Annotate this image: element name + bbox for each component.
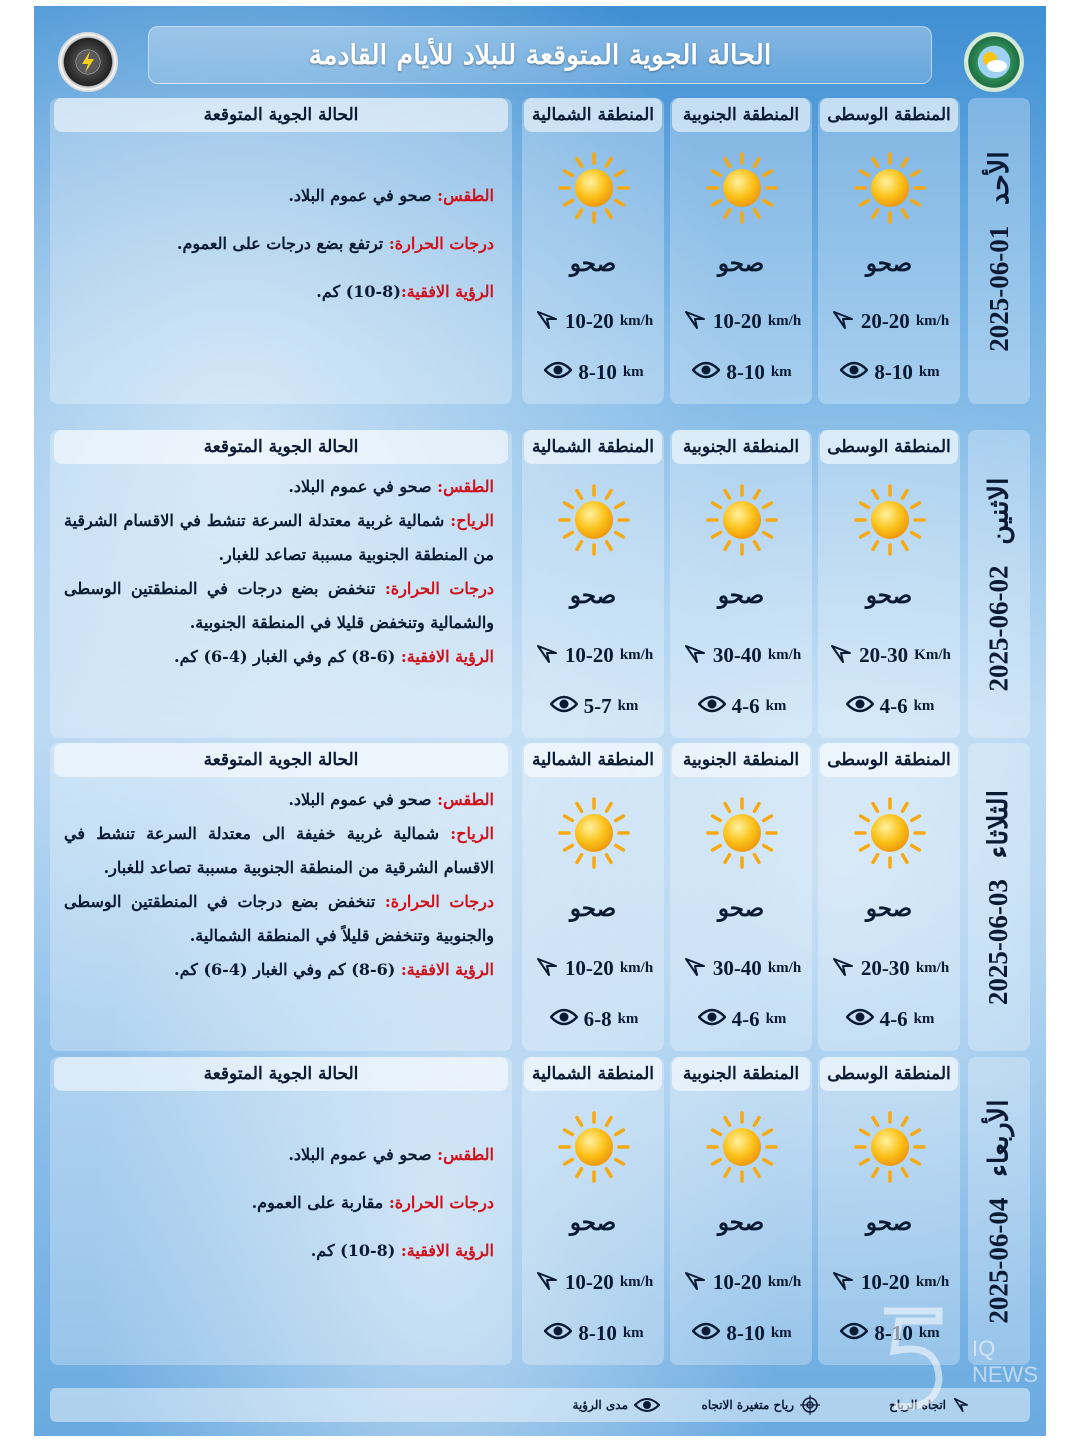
forecast-key: الرياح: (450, 824, 494, 843)
wind-speed: 20-20 km/h (824, 308, 956, 335)
wind-arrow-icon (831, 955, 855, 982)
wind-speed: 10-20 km/h (676, 1269, 808, 1296)
page-title: الحالة الجوية المتوقعة للبلاد للأيام القادمة (308, 39, 772, 71)
region-card (670, 1057, 812, 1365)
sun-icon (558, 152, 630, 224)
wind-speed: 30-40 km/h (676, 955, 808, 982)
forecast-body (50, 464, 512, 674)
forecast-line (64, 470, 494, 504)
wind-arrow-icon (683, 955, 707, 982)
day-name-label: الأربعاء (983, 1098, 1014, 1177)
forecast-line (64, 220, 494, 268)
forecast-text: صحو في عموم البلاد. (288, 186, 438, 205)
meteorology-authority-logo (964, 32, 1024, 92)
forecast-text: (6-8) كم وفي الغبار (4-6) كم. (174, 960, 401, 979)
visibility-range: 4-6 km (676, 694, 808, 719)
visibility-range: 8-10 km (528, 1321, 660, 1346)
forecast-text: صحو في عموم البلاد. (288, 477, 438, 496)
date-label: 2025-06-02 (983, 565, 1014, 691)
iq-news-watermark (854, 1296, 1038, 1426)
forecast-header: الحالة الجوية المتوقعة (54, 743, 508, 777)
visibility-range: 8-10 km (676, 360, 808, 385)
forecast-line (64, 817, 494, 885)
condition-label: صحو (865, 250, 913, 277)
eye-icon (550, 1008, 578, 1031)
condition-label: صحو (717, 250, 765, 277)
region-card (818, 430, 960, 738)
date-label: 2025-06-04 (983, 1197, 1014, 1324)
eye-icon (544, 361, 572, 384)
forecast-line (64, 885, 494, 953)
forecast-key: الطقس: (437, 186, 494, 205)
sun-icon (706, 1111, 778, 1183)
forecast-text: صحو في عموم البلاد. (288, 1145, 438, 1164)
forecast-text: (8-10) كم. (316, 282, 401, 301)
watermark-logo-icon (854, 1296, 964, 1416)
forecast-key: درجات الحرارة: (384, 892, 494, 911)
sun-icon (558, 1111, 630, 1183)
eye-icon (634, 1397, 660, 1413)
region-card (670, 430, 812, 738)
sun-icon (706, 484, 778, 556)
sun-icon (706, 152, 778, 224)
page-title-bar (148, 26, 932, 84)
forecast-line (64, 1227, 494, 1275)
sun-icon (558, 797, 630, 869)
day-name-label: الثلاثاء (983, 789, 1014, 858)
forecast-line (64, 268, 494, 316)
region-name: المنطقة الوسطى (820, 430, 958, 464)
region-card (522, 743, 664, 1051)
forecast-text: شمالية غربية معتدلة السرعة تنشط في الاقسام الشرقية من المنطقة الجنوبية مسببة تصاعد للغبار. (64, 511, 494, 564)
eye-icon (692, 361, 720, 384)
sun-icon (558, 484, 630, 556)
visibility-range: 8-10 km (824, 360, 956, 385)
wind-arrow-icon (829, 642, 853, 669)
forecast-header: الحالة الجوية المتوقعة (54, 1057, 508, 1091)
forecasting-unit-logo (58, 32, 118, 92)
visibility-range: 4-6 km (824, 1007, 956, 1032)
forecast-key: الطقس: (437, 477, 494, 496)
wind-arrow-icon (683, 642, 707, 669)
wind-speed: 10-20 km/h (528, 308, 660, 335)
condition-label: صحو (865, 582, 913, 609)
region-card (522, 98, 664, 404)
forecast-text: تنخفض بضع درجات في المنطقتين الوسطى والجنوبية وتنخفض قليلاً في المنطقة الشمالية. (64, 892, 494, 945)
forecast-line (64, 504, 494, 572)
visibility-range: 4-6 km (676, 1007, 808, 1032)
wind-arrow-icon (831, 308, 855, 335)
region-name: المنطقة الوسطى (820, 743, 958, 777)
forecast-key: الرؤية الافقية: (400, 647, 494, 666)
region-card (670, 743, 812, 1051)
visibility-range: 5-7 km (528, 694, 660, 719)
sun-icon (706, 797, 778, 869)
condition-label: صحو (569, 250, 617, 277)
region-name: المنطقة الجنوبية (672, 743, 810, 777)
date-label: 2025-06-01 (983, 225, 1014, 352)
forecast-text: (8-10) كم. (310, 1241, 401, 1260)
region-name: المنطقة الجنوبية (672, 1057, 810, 1091)
sun-icon (854, 152, 926, 224)
lightning-icon (68, 42, 108, 82)
forecast-line (64, 953, 494, 987)
visibility-range: 8-10 km (824, 1321, 956, 1346)
forecast-key: درجات الحرارة: (384, 579, 494, 598)
forecast-text: ترتفع بضع درجات على العموم. (176, 234, 389, 253)
legend-visibility: مدى الرؤية (573, 1397, 660, 1413)
day-row (50, 743, 1030, 1051)
legend-variable-wind: رياح متغيرة الاتجاه (702, 1395, 820, 1415)
region-name: المنطقة الوسطى (820, 98, 958, 132)
forecast-line (64, 172, 494, 220)
day-name-label: الاثنين (983, 477, 1014, 545)
forecast-description-panel (50, 98, 512, 404)
visibility-range: 8-10 km (528, 360, 660, 385)
forecast-key: الرياح: (450, 511, 494, 530)
forecast-text: (6-8) كم وفي الغبار (4-6) كم. (174, 647, 401, 666)
wind-arrow-icon (831, 1269, 855, 1296)
date-label: 2025-06-03 (983, 878, 1014, 1005)
visibility-range: 4-6 km (824, 694, 956, 719)
watermark-text: IQ NEWS (972, 1336, 1038, 1387)
wind-arrow-icon (535, 308, 559, 335)
forecast-key: الطقس: (437, 790, 494, 809)
condition-label: صحو (717, 582, 765, 609)
forecast-body (50, 132, 512, 316)
wind-speed: 10-20 km/h (824, 1269, 956, 1296)
forecast-description-panel (50, 1057, 512, 1365)
condition-label: صحو (865, 895, 913, 922)
forecast-text: مقاربة على العموم. (251, 1193, 389, 1212)
forecast-description-panel (50, 430, 512, 738)
forecast-header: الحالة الجوية المتوقعة (54, 98, 508, 132)
region-name: المنطقة الشمالية (524, 743, 662, 777)
region-card (522, 430, 664, 738)
eye-icon (550, 695, 578, 718)
forecast-body (50, 1091, 512, 1275)
wind-speed: 10-20 km/h (528, 642, 660, 669)
wind-speed: 30-40 km/h (676, 642, 808, 669)
region-name: المنطقة الشمالية (524, 430, 662, 464)
region-name: المنطقة الجنوبية (672, 430, 810, 464)
forecast-poster (34, 6, 1046, 1436)
forecast-description-panel (50, 743, 512, 1051)
sun-cloud-logo-icon (974, 42, 1014, 82)
wind-speed: 10-20 km/h (676, 308, 808, 335)
date-column (968, 743, 1030, 1051)
region-name: المنطقة الجنوبية (672, 98, 810, 132)
day-row (50, 98, 1030, 404)
eye-icon (846, 695, 874, 718)
forecast-key: درجات الحرارة: (388, 1193, 494, 1212)
compass-icon (800, 1395, 820, 1415)
forecast-line (64, 572, 494, 640)
legend-wind-direction: اتجاه الرياح (889, 1396, 970, 1414)
forecast-key: الطقس: (437, 1145, 494, 1164)
forecast-text: شمالية غربية خفيفة الى معتدلة السرعة تنشط في الاقسام الشرقية من المنطقة الجنوبية مسببة تصاعد للغبار. (64, 824, 494, 877)
condition-label: صحو (717, 1209, 765, 1236)
sun-icon (854, 797, 926, 869)
wind-speed: 10-20 km/h (528, 1269, 660, 1296)
condition-label: صحو (717, 895, 765, 922)
wind-arrow-icon (535, 642, 559, 669)
forecast-line (64, 1131, 494, 1179)
forecast-line (64, 1179, 494, 1227)
forecast-body (50, 777, 512, 987)
wind-speed: 10-20 km/h (528, 955, 660, 982)
forecast-text: تنخفض بضع درجات في المنطقتين الوسطى والشمالية وتنخفض قليلا في المنطقة الجنوبية. (64, 579, 494, 632)
wind-arrow-icon (535, 955, 559, 982)
forecast-header: الحالة الجوية المتوقعة (54, 430, 508, 464)
condition-label: صحو (865, 1209, 913, 1236)
region-name: المنطقة الوسطى (820, 1057, 958, 1091)
eye-icon (692, 1322, 720, 1345)
region-card (522, 1057, 664, 1365)
forecast-text: صحو في عموم البلاد. (288, 790, 438, 809)
eye-icon (846, 1008, 874, 1031)
region-name: المنطقة الشمالية (524, 98, 662, 132)
visibility-range: 8-10 km (676, 1321, 808, 1346)
sun-icon (854, 484, 926, 556)
region-card (670, 98, 812, 404)
wind-arrow-icon (683, 1269, 707, 1296)
condition-label: صحو (569, 1209, 617, 1236)
forecast-line (64, 783, 494, 817)
eye-icon (698, 1008, 726, 1031)
wind-speed: 20-30 km/h (824, 955, 956, 982)
wind-arrow-icon (535, 1269, 559, 1296)
day-row (50, 430, 1030, 738)
eye-icon (544, 1322, 572, 1345)
wind-speed: 20-30 Km/h (824, 642, 956, 669)
eye-icon (698, 695, 726, 718)
forecast-key: درجات الحرارة: (388, 234, 494, 253)
forecast-line (64, 640, 494, 674)
region-card (818, 743, 960, 1051)
forecast-key: الرؤية الافقية: (400, 960, 494, 979)
day-name-label: الأحد (983, 150, 1014, 205)
forecast-key: الرؤية الافقية: (400, 282, 494, 301)
date-column (968, 430, 1030, 738)
region-card (818, 98, 960, 404)
sun-icon (854, 1111, 926, 1183)
condition-label: صحو (569, 895, 617, 922)
forecast-key: الرؤية الافقية: (400, 1241, 494, 1260)
eye-icon (840, 361, 868, 384)
visibility-range: 6-8 km (528, 1007, 660, 1032)
date-column (968, 98, 1030, 404)
wind-arrow-icon (683, 308, 707, 335)
region-name: المنطقة الشمالية (524, 1057, 662, 1091)
condition-label: صحو (569, 582, 617, 609)
